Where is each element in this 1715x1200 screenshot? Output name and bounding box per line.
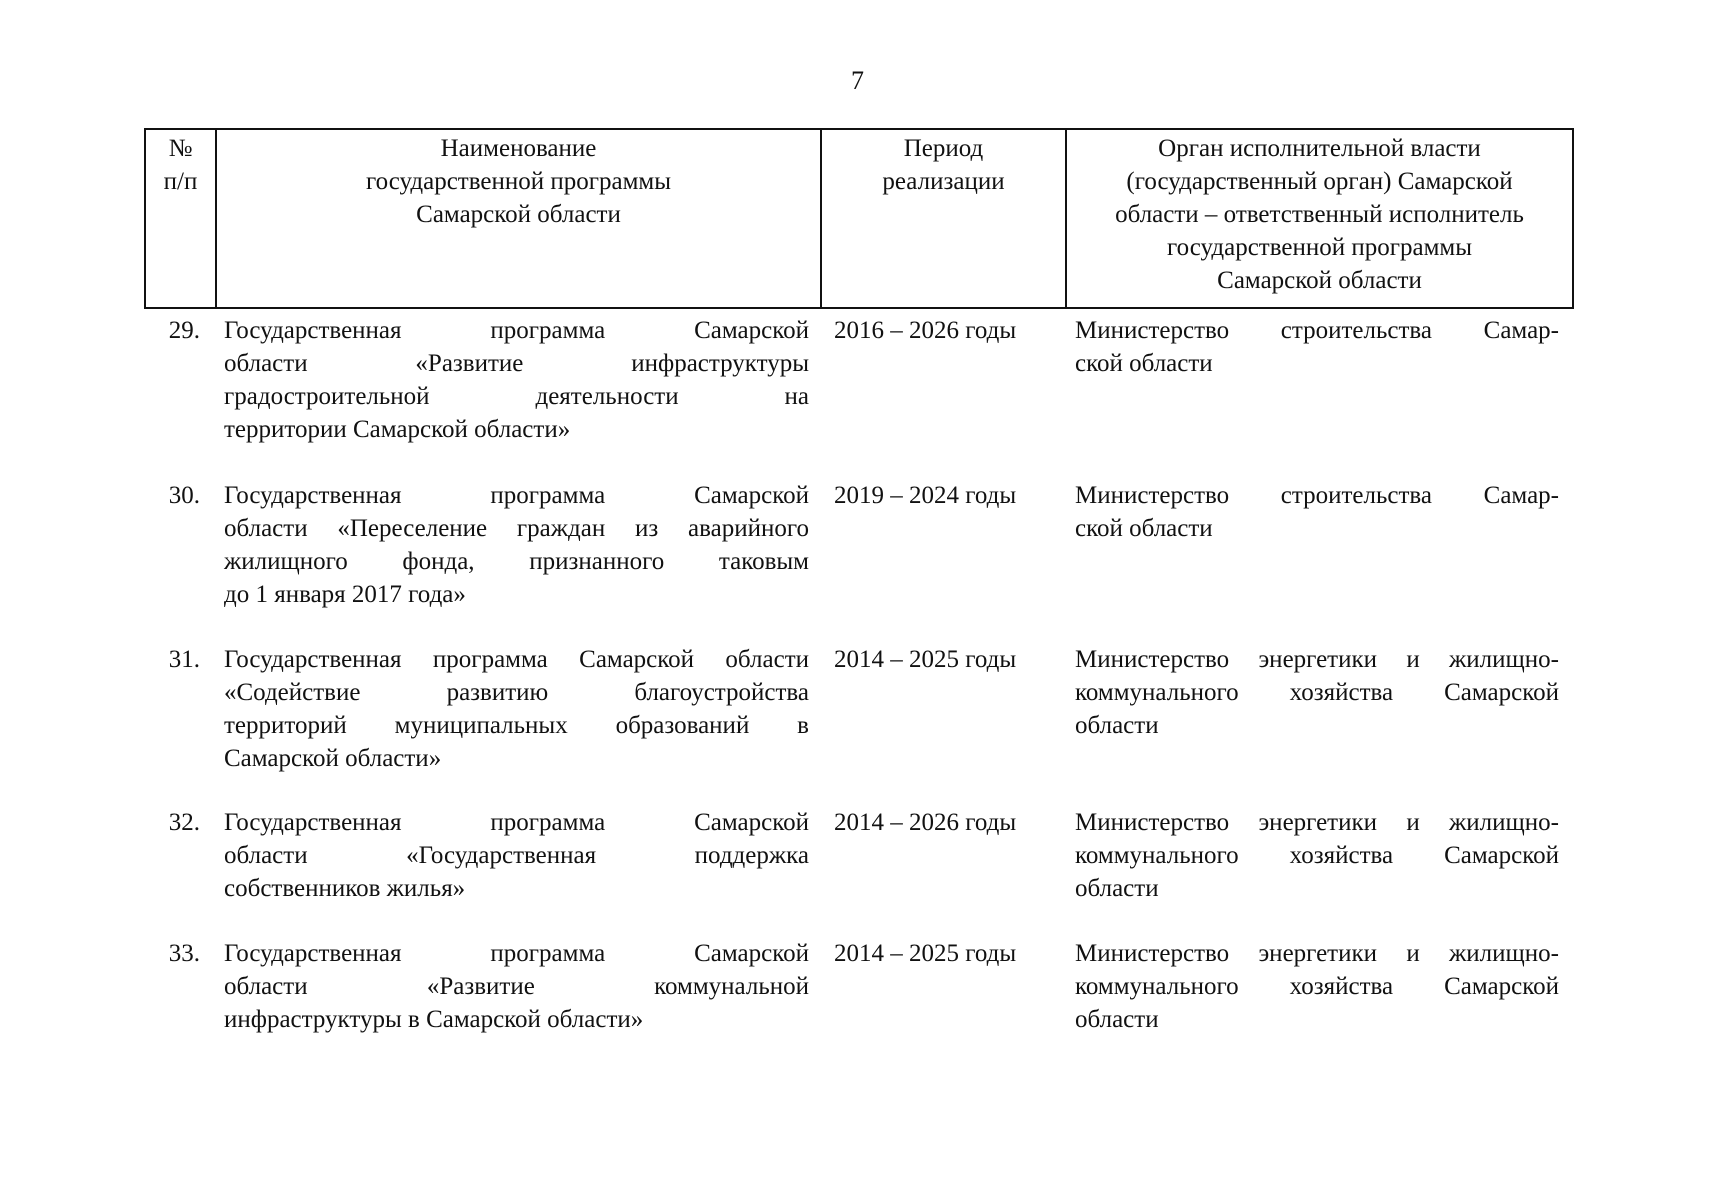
responsible-body-line: ской области: [1075, 515, 1213, 542]
responsible-body-line: Министерство энергетики и жилищно-: [1075, 809, 1559, 836]
program-name-line: области «Развитие коммунальной: [224, 973, 809, 1000]
program-name-line: территорий муниципальных образований в: [224, 712, 809, 739]
program-name-line: Государственная программа Самарской: [224, 482, 809, 509]
program-name-line: жилищного фонда, признанного таковым: [224, 548, 809, 575]
program-name-line: территории Самарской области»: [224, 416, 571, 443]
program-name: [224, 479, 809, 611]
program-name-line: области «Развитие инфраструктуры: [224, 350, 809, 377]
responsible-body-line: коммунального хозяйства Самарской: [1075, 842, 1559, 869]
row-number: 29.: [168, 317, 200, 344]
program-name: [224, 643, 809, 775]
responsible-body-line: коммунального хозяйства Самарской: [1075, 679, 1559, 706]
page-number: 7: [851, 66, 864, 95]
period: 2014 – 2026 годы: [834, 809, 1017, 836]
header-program-name: Наименование государственной программы Самарской области: [217, 130, 822, 307]
header-period: Период реализации: [822, 130, 1067, 307]
header-responsible-body: Орган исполнительной власти (государственный орган) Самарской области – ответственный исполнитель государственной программы Самарской области: [1115, 135, 1524, 294]
responsible-body-line: Министерство строительства Самар-: [1075, 317, 1559, 344]
program-name-line: «Содействие развитию благоустройства: [224, 679, 809, 706]
program-name-line: Государственная программа Самарской: [224, 940, 809, 967]
program-name: [224, 937, 809, 1036]
responsible-body: [1075, 643, 1559, 742]
period: 2014 – 2025 годы: [834, 940, 1017, 967]
program-name-line: инфраструктуры в Самарской области»: [224, 1006, 644, 1033]
row-number: 33.: [168, 940, 200, 967]
responsible-body: [1075, 479, 1559, 545]
program-name-line: области «Государственная поддержка: [224, 842, 809, 869]
row-number: 30.: [168, 482, 200, 509]
program-name-line: собственников жилья»: [224, 875, 466, 902]
row-number: 32.: [168, 809, 200, 836]
responsible-body: [1075, 806, 1559, 905]
responsible-body-line: ской области: [1075, 350, 1213, 377]
program-name-line: градостроительной деятельности на: [224, 383, 809, 410]
responsible-body: [1075, 314, 1559, 380]
program-name-line: области «Переселение граждан из аварийного: [224, 515, 809, 542]
period: 2014 – 2025 годы: [834, 646, 1017, 673]
responsible-body-line: Министерство энергетики и жилищно-: [1075, 940, 1559, 967]
responsible-body-line: Министерство энергетики и жилищно-: [1075, 646, 1559, 673]
responsible-body-line: области: [1075, 1006, 1159, 1033]
program-name-line: Государственная программа Самарской области: [224, 646, 809, 673]
program-name: [224, 806, 809, 905]
program-name-line: до 1 января 2017 года»: [224, 581, 466, 608]
row-number: 31.: [168, 646, 200, 673]
header-number: № п/п: [146, 130, 217, 307]
responsible-body-line: коммунального хозяйства Самарской: [1075, 973, 1559, 1000]
period: 2019 – 2024 годы: [834, 482, 1017, 509]
program-name-line: Государственная программа Самарской: [224, 809, 809, 836]
responsible-body-line: Министерство строительства Самар-: [1075, 482, 1559, 509]
responsible-body-line: области: [1075, 712, 1159, 739]
program-name-line: Государственная программа Самарской: [224, 317, 809, 344]
responsible-body: [1075, 937, 1559, 1036]
program-name: [224, 314, 809, 446]
program-name-line: Самарской области»: [224, 745, 442, 772]
period: 2016 – 2026 годы: [834, 317, 1017, 344]
responsible-body-line: области: [1075, 875, 1159, 902]
